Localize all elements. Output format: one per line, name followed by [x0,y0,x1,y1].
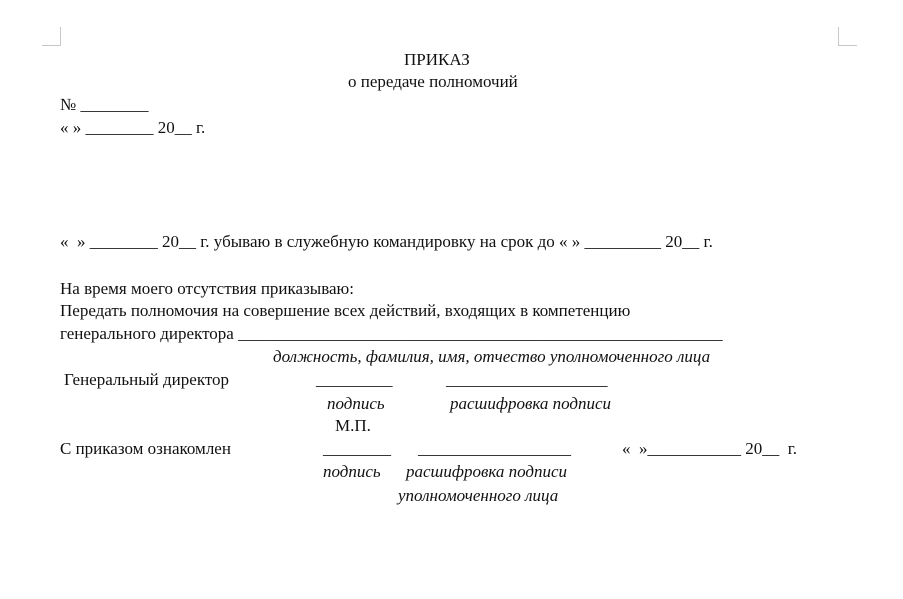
acknowledge-signature-caption: подпись [323,462,381,481]
page-corner-mark-right [838,27,857,46]
document-title: ПРИКАЗ [404,50,470,69]
transfer-caption: должность, фамилия, имя, отчество уполномоченного лица [273,347,711,366]
seal-placeholder: М.П. [335,416,371,435]
order-number-line: № ________ [60,95,149,114]
acknowledge-date-blank: « »___________ 20__ г. [622,439,798,458]
acknowledge-decode-blank: __________________ [418,439,571,458]
page-corner-mark-left [42,27,61,46]
acknowledge-label: С приказом ознакомлен [60,439,231,458]
transfer-line-1: Передать полномочия на совершение всех действий, входящих в компетенцию [60,301,631,320]
acknowledge-decode-caption-1: расшифровка подписи [406,462,568,481]
director-signature-caption: подпись [327,394,385,413]
order-date-line: « » ________ 20__ г. [60,118,206,137]
director-decode-caption: расшифровка подписи [450,394,612,413]
director-signature-blank: _________ [316,370,393,389]
acknowledge-decode-caption-2: уполномоченного лица [398,486,559,505]
director-label: Генеральный директор [64,370,230,389]
document-subtitle: о передаче полномочий [348,72,518,91]
director-decode-blank: ___________________ [446,370,608,389]
business-trip-line: « » ________ 20__ г. убываю в служебную командировку на срок до « » _________ 20__ г. [60,232,713,251]
absence-line: На время моего отсутствия приказываю: [60,279,354,298]
transfer-line-2: генерального директора _________________________________________________________ [60,324,723,343]
acknowledge-signature-blank: ________ [323,439,391,458]
